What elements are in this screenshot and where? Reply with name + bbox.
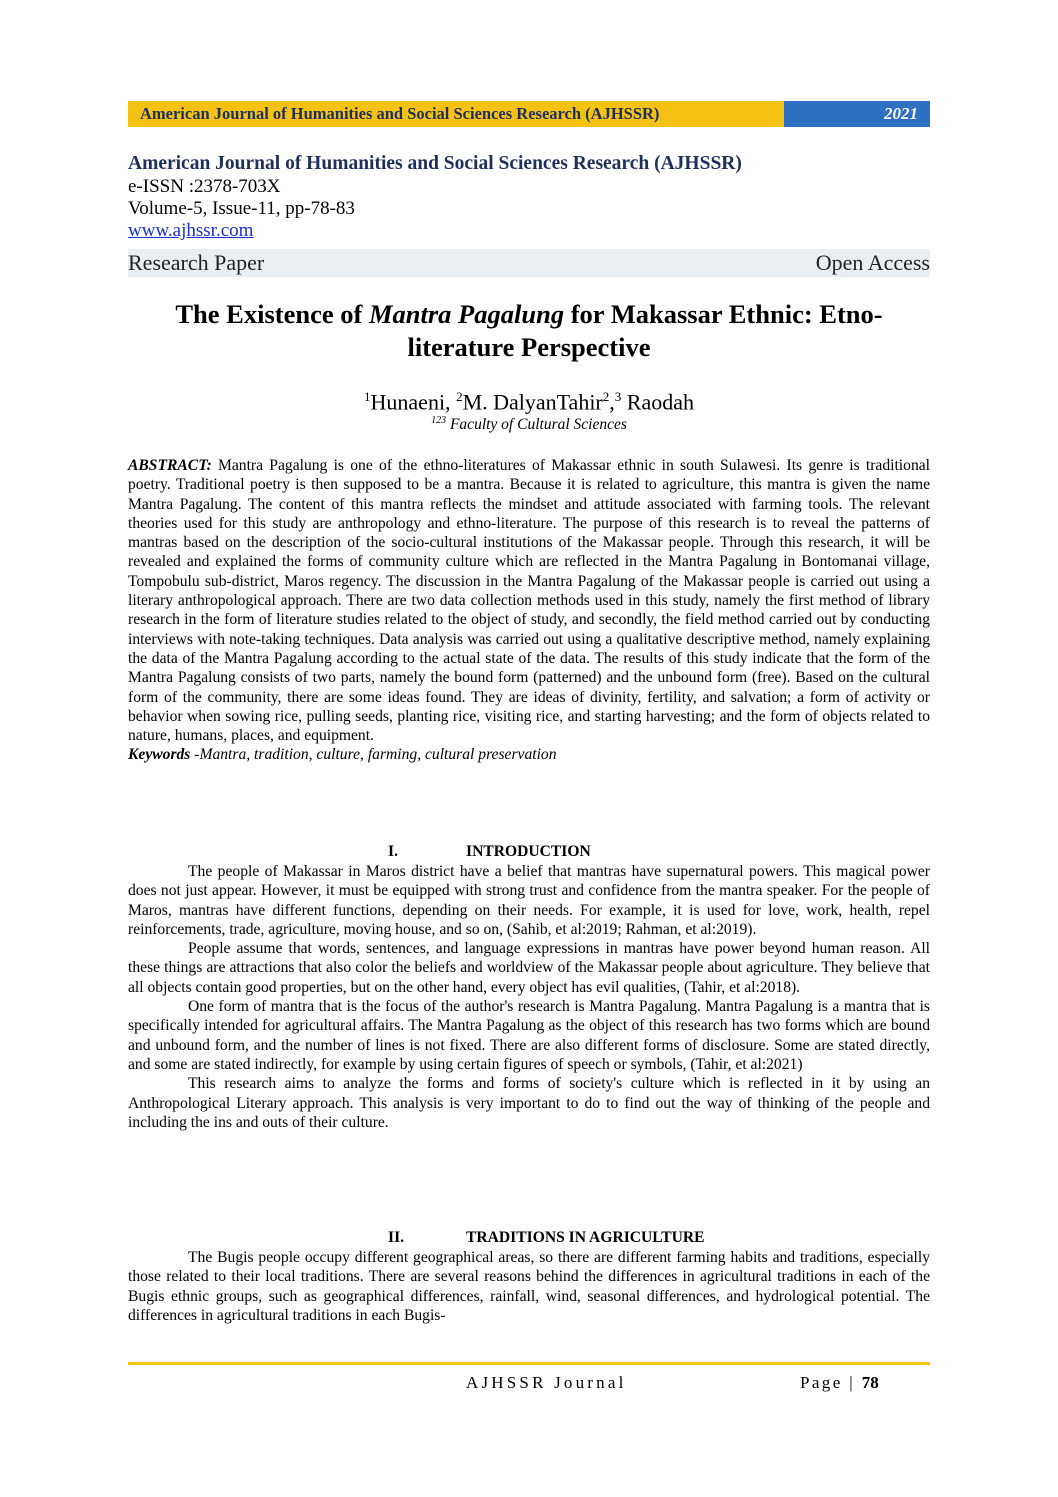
author-sup: 3 [614, 389, 622, 404]
abstract [128, 456, 930, 765]
footer-page-label: Page | [800, 1373, 856, 1392]
section-body [128, 1248, 930, 1325]
author-name: Hunaeni, [370, 389, 457, 415]
footer-journal: AJHSSR Journal [466, 1373, 627, 1392]
paper-title [128, 298, 930, 364]
journal-info [128, 152, 930, 242]
keywords-label: Keywords [128, 746, 191, 764]
journal-title: American Journal of Humanities and Social Sciences Research (AJHSSR) [128, 153, 742, 174]
paper-type-bar [128, 249, 930, 277]
running-header-year: 2021 [784, 101, 930, 127]
paragraph: One form of mantra that is the focus of the author's research is Mantra Pagalung. Mantra Pagalung is a mantra that is specifically intended for agricultural affairs. The Mantra Pagalung as the object of this research has two forms which are bound and unbound form, and the number of lines is not fixed. There are also different forms of disclosure. Some are stated directly, and some are stated indirectly, for example by using certain figures of speech or symbols, (Tahir, et al:2021) [128, 998, 930, 1073]
author-name: Raodah [621, 389, 694, 415]
paragraph: The Bugis people occupy different geographical areas, so there are different farming habits and traditions, especially those related to their local traditions. There are several reasons behind the differences in agricultural traditions in each of the Bugis ethnic groups, such as geographical differences, rainfall, wind, seasonal differences, and hydrological potential. The differences in agricultural traditions in each Bugis- [128, 1249, 930, 1324]
paper-title-italic: Mantra Pagalung [368, 299, 565, 329]
section-title: INTRODUCTION [466, 843, 591, 860]
journal-volume: Volume-5, Issue-11, pp-78-83 [128, 198, 355, 219]
access-type: Open Access [815, 250, 930, 275]
paragraph: This research aims to analyze the forms and forms of society's culture which is reflected in it by using an Anthropological Literary approach. This analysis is very important to do to find out the way of thinking of the people and including the ins and outs of their culture. [128, 1075, 930, 1131]
author-name: M. DalyanTahir [462, 389, 603, 415]
author-sup: 1 [364, 389, 371, 404]
paper-type: Research Paper [128, 250, 265, 275]
keywords [128, 745, 930, 764]
running-header [128, 101, 930, 127]
section-body [128, 862, 930, 1132]
footer-page-number: 78 [861, 1373, 879, 1392]
paragraph: People assume that words, sentences, and language expressions in mantras have power beyond human reason. All these things are attractions that also color the beliefs and worldview of the Makassar people about agriculture. They believe that all objects contain good properties, but on the other hand, every object has evil qualities, (Tahir, et al:2018). [128, 940, 930, 996]
running-header-journal: American Journal of Humanities and Social Sciences Research (AJHSSR) [128, 101, 784, 127]
abstract-text: Mantra Pagalung is one of the ethno-literatures of Makassar ethnic in south Sulawesi. Its genre is traditional poetry. Traditional poetry is then supposed to be a mantra. Because it is related to agriculture, this mantra is given the name Mantra Pagalung. The content of this mantra reflects the mindset and attitude associated with farming tools. The relevant theories used for this study are anthropology and ethno-literature. The purpose of this research is to reveal the patterns of mantras based on the description of the socio-cultural institutions of the Makassar people. Through this research, it will be revealed and explained the forms of community culture which are reflected in the Mantra Pagalung in Bontomanai village, Tompobulu sub-district, Maros regency. The discussion in the Mantra Pagalung of the Makassar people is carried out using a literary anthropological approach. There are two data collection methods used in this study, namely the first method of library research in the form of literature studies related to the object of study, and secondly, the field method carried out by conducting interviews with note-taking techniques. Data analysis was carried out using a qualitative descriptive method, namely explaining the data of the Mantra Pagalung according to the actual state of the data. The results of this study indicate that the form of the Mantra Pagalung consists of two parts, namely the bound form (patterned) and the unbound form (free). Based on the cultural form of the community, there are some ideas found. They are ideas of divinity, fertility, and salvation; a form of activity or behavior when sowing rice, pulling seeds, planting rice, visiting rice, and starting harvesting; and the form of objects related to nature, humans, places, and equipment. [128, 457, 930, 745]
section-number: I. [388, 843, 398, 860]
abstract-label: ABSTRACT: [128, 457, 212, 474]
paragraph: The people of Makassar in Maros district have a belief that mantras have supernatural powers. This magical power does not just appear. However, it must be equipped with strong trust and confidence from the mantra speaker. For the people of Maros, mantras have different functions, depending on their needs. For example, it is used for love, work, health, repel reinforcements, trade, agriculture, moving house, and so on, (Sahib, et al:2019; Rahman, et al:2019). [128, 863, 930, 938]
footer-page [800, 1373, 879, 1393]
affiliation-text: Faculty of Cultural Sciences [446, 416, 627, 434]
paper-title-part1: The Existence of [175, 299, 369, 329]
paper-title-part2: for Makassar Ethnic: Etno-literature Perspective [407, 299, 883, 362]
footer-divider [128, 1362, 930, 1365]
affiliation-sup: 123 [431, 415, 447, 426]
author-name: , [609, 389, 615, 415]
section-title: TRADITIONS IN AGRICULTURE [466, 1229, 705, 1246]
journal-website-link[interactable]: www.ajhssr.com [128, 220, 254, 241]
author-sup: 2 [602, 389, 610, 404]
author-sup: 2 [456, 389, 463, 404]
journal-issn: e-ISSN :2378-703X [128, 176, 281, 197]
section-number: II. [388, 1229, 405, 1246]
keywords-text: -Mantra, tradition, culture, farming, cultural preservation [190, 746, 557, 764]
affiliation [128, 410, 930, 436]
